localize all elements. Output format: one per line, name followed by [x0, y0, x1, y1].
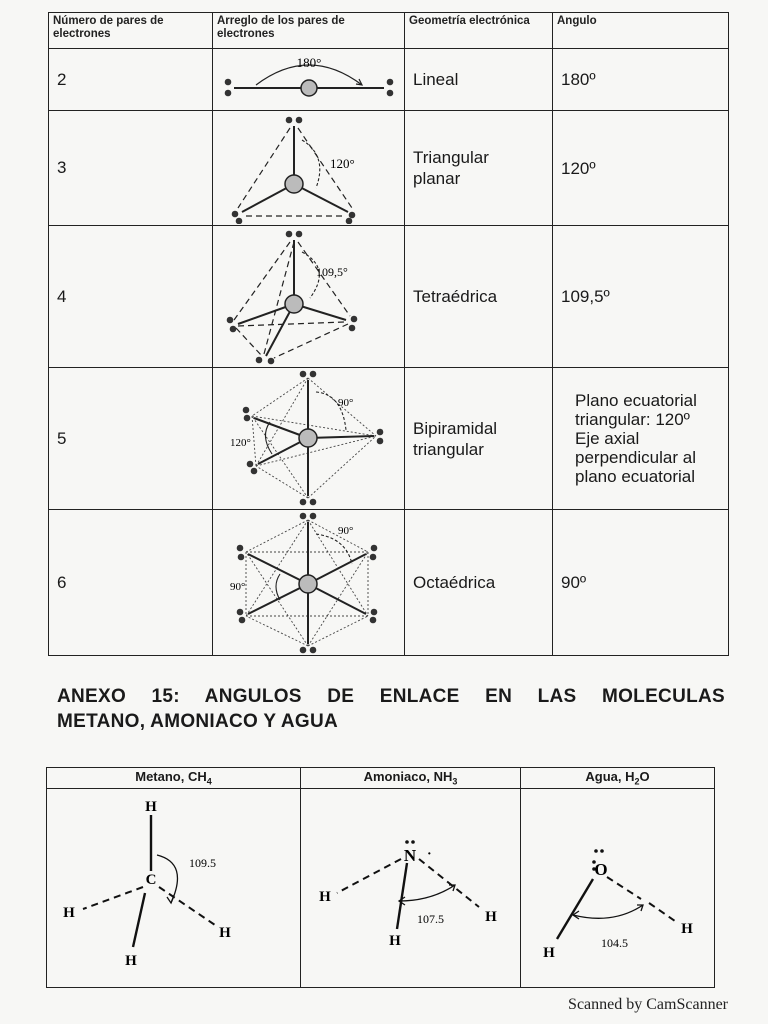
- water-cell: [521, 789, 715, 988]
- methane-cell: [47, 789, 301, 988]
- atom-hydrogen: H: [125, 953, 137, 969]
- annex-title-line-1: ANEXO 15: ANGULOS DE ENLACE EN LAS MOLECULAS: [57, 686, 725, 707]
- bond-angle-label: 107.5: [417, 912, 444, 926]
- angle-label-side: 90°: [229, 580, 245, 593]
- trigonal-bipyramidal-diagram: [213, 368, 405, 510]
- atom-hydrogen: H: [485, 909, 497, 925]
- atom-hydrogen: H: [681, 921, 693, 937]
- geometry-line-1: Triangular: [413, 148, 489, 167]
- geometry-line-2: triangular: [413, 439, 484, 459]
- pairs-count: 6: [49, 510, 213, 656]
- svg-text:·: ·: [427, 847, 432, 862]
- table-header-row: [49, 13, 729, 49]
- pairs-count: 4: [49, 226, 213, 368]
- atom-hydrogen: H: [145, 799, 157, 815]
- header-arrangement: Arreglo de los pares de electrones: [213, 13, 405, 49]
- bond-angle-label: 109.5: [189, 856, 216, 870]
- molecules-table: [46, 767, 715, 988]
- atom-hydrogen: H: [543, 945, 555, 961]
- annex-title: [57, 684, 725, 734]
- geometry-name: Lineal: [405, 49, 553, 111]
- atom-carbon: C: [145, 872, 157, 888]
- geometry-name: Tetraédrica: [405, 226, 553, 368]
- geometry-name: [405, 368, 553, 510]
- table-row: [49, 226, 729, 368]
- angle-description: [553, 368, 729, 510]
- octahedral-diagram: [213, 510, 405, 656]
- pairs-count: 5: [49, 368, 213, 510]
- angle-value: 120º: [553, 111, 729, 226]
- trigonal-planar-diagram: [213, 111, 405, 226]
- angle-label: 180°: [296, 54, 321, 70]
- atom-hydrogen: H: [319, 889, 331, 905]
- pairs-count: 2: [49, 49, 213, 111]
- atom-hydrogen: H: [219, 925, 231, 941]
- angle-line-2: triangular: 120º: [575, 410, 690, 429]
- header-angle: Angulo: [553, 13, 729, 49]
- atom-hydrogen: H: [63, 905, 75, 921]
- atom-hydrogen: H: [389, 933, 401, 949]
- header-ammonia: Amoniaco, $NH_3$: [301, 768, 521, 789]
- header-geometry: Geometría electrónica: [405, 13, 553, 49]
- header-methane: Metano, $CH_4$: [47, 768, 301, 789]
- table-row: [49, 510, 729, 656]
- angle-label-equatorial: 120°: [229, 436, 251, 449]
- angle-line-5: plano ecuatorial: [575, 467, 696, 486]
- geometry-line-1: Bipiramidal: [413, 418, 498, 438]
- angle-value: 90º: [553, 510, 729, 656]
- linear-diagram: [213, 49, 405, 111]
- angle-line-4: perpendicular al: [575, 448, 696, 467]
- ammonia-cell: [301, 789, 521, 988]
- bond-angle-label: 104.5: [601, 936, 628, 950]
- molecules-header-row: [47, 768, 715, 789]
- angle-label: 109,5°: [315, 264, 348, 279]
- header-water: Agua, $H_2O$: [521, 768, 715, 789]
- table-row: [49, 368, 729, 510]
- angle-line-1: Plano ecuatorial: [575, 391, 697, 410]
- atom-oxygen: O: [594, 860, 608, 879]
- geometry-name: [405, 111, 553, 226]
- atom-nitrogen: N: [403, 846, 417, 865]
- angle-label-top: 90°: [337, 524, 353, 537]
- geometry-name: Octaédrica: [405, 510, 553, 656]
- scanner-watermark: Scanned by CamScanner: [568, 996, 728, 1013]
- angle-value: 109,5º: [553, 226, 729, 368]
- vsepr-table: [48, 12, 729, 656]
- angle-value: 180º: [553, 49, 729, 111]
- angle-line-3: Eje axial: [575, 429, 640, 448]
- pairs-count: 3: [49, 111, 213, 226]
- annex-title-line-2: METANO, AMONIACO Y AGUA: [57, 711, 338, 732]
- geometry-line-2: planar: [413, 169, 461, 188]
- table-row: [49, 111, 729, 226]
- molecules-diagram-row: [47, 789, 715, 988]
- angle-label-axial: 90°: [337, 396, 353, 409]
- angle-label: 120°: [329, 156, 355, 171]
- table-row: [49, 49, 729, 111]
- header-pairs: Número de pares de electrones: [49, 13, 213, 49]
- tetrahedral-diagram: [213, 226, 405, 368]
